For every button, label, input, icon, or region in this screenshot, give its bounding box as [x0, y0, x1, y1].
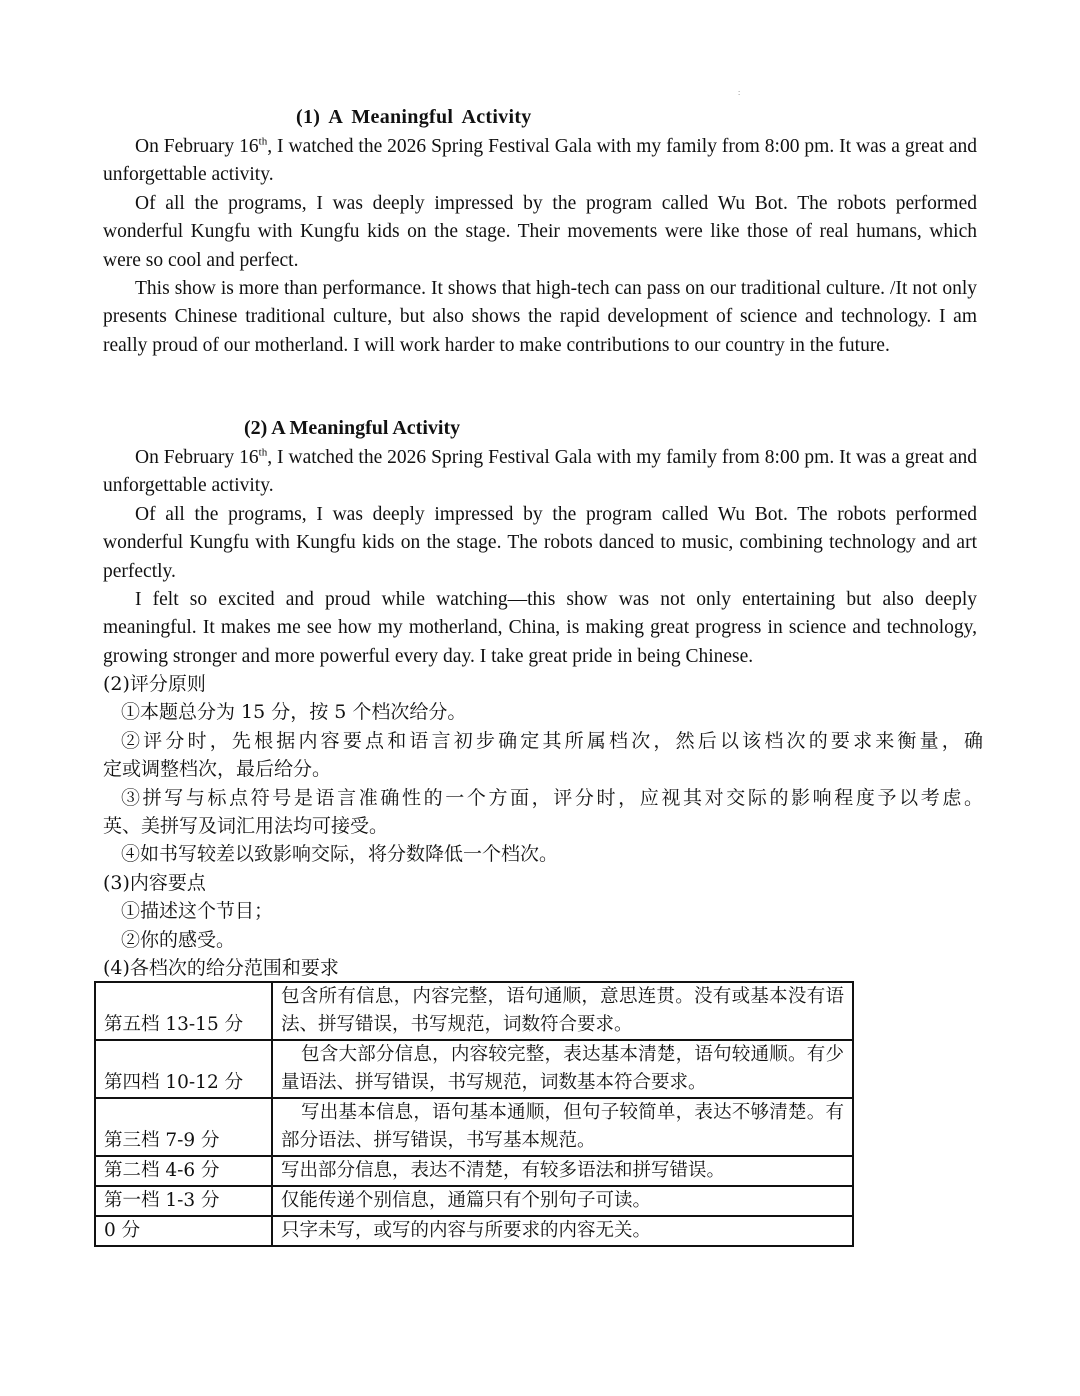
grade-level-cell: 第三档 7-9 分 — [95, 1098, 272, 1156]
grade-requirement-cell: 只字未写，或写的内容与所要求的内容无关。 — [272, 1216, 853, 1246]
grading-table-heading: (4)各档次的给分范围和要求 — [103, 957, 339, 980]
grade-level-cell: 0 分 — [95, 1216, 272, 1246]
grade-requirement-cell: 写出部分信息，表达不清楚，有较多语法和拼写错误。 — [272, 1156, 853, 1186]
essay-2-paragraph-3: I felt so excited and proud while watching—this show was not only entertaining but also deeply meaningful. It makes me see how my motherland, China, is making great progress in science and technology, growing stronger and more powerful every day. I take great pride in being Chinese. — [103, 589, 977, 667]
principles-heading: (2)评分原则 — [103, 673, 206, 695]
table-row — [95, 1186, 853, 1216]
principle-item-continued: 定或调整档次，最后给分。 — [103, 758, 332, 781]
essay-2-paragraph-2: Of all the programs, I was deeply impressed by the program called Wu Bot. The robots performed wonderful Kungfu with Kungfu kids on the stage. The robots danced to music, combining technology and art perfectly. — [103, 503, 977, 582]
grade-requirement-cell: 包含所有信息，内容完整，语句通顺，意思连贯。没有或基本没有语法、拼写错误，书写规范，词数符合要求。 — [272, 982, 853, 1040]
scan-mark: : — [738, 88, 741, 97]
grade-level-cell: 第四档 10-12 分 — [95, 1040, 272, 1098]
principle-item: ④如书写较差以致影响交际，将分数降低一个档次。 — [121, 843, 559, 866]
principle-item: ①本题总分为 15 分，按 5 个档次给分。 — [121, 701, 467, 724]
principle-item: ③拼写与标点符号是语言准确性的一个方面，评分时，应视其对交际的影响程度予以考虑。 — [121, 786, 983, 809]
essay-1-paragraph-3: This show is more than performance. It shows that high-tech can pass on our traditional culture. /It not only presents Chinese traditional culture, but also shows the rapid development of science and technology. I am really proud of our motherland. I will work harder to make contributions to our country in the future. — [103, 278, 977, 356]
table-row — [95, 1216, 853, 1246]
principle-item-continued: 英、美拼写及词汇用法均可接受。 — [103, 815, 389, 838]
essay-1-body — [103, 133, 977, 360]
grade-level-cell: 第二档 4-6 分 — [95, 1156, 272, 1186]
essay-2-paragraph-1: On February 16th, I watched the 2026 Spring Festival Gala with my family from 8:00 pm. It was a great and unforgettable activity. — [103, 446, 977, 497]
grade-requirement-cell: 包含大部分信息，内容较完整，表达基本清楚，语句较通顺。有少量语法、拼写错误，书写规范，词数基本符合要求。 — [272, 1040, 853, 1098]
grade-requirement-cell: 写出基本信息，语句基本通顺，但句子较简单，表达不够清楚。有部分语法、拼写错误，书写基本规范。 — [272, 1098, 853, 1156]
essay-2-body — [103, 444, 977, 671]
content-point-item: ②你的感受。 — [121, 928, 236, 951]
essay-1-title: (1) A Meaningful Activity — [296, 106, 532, 128]
content-point-item: ①描述这个节目； — [121, 900, 274, 923]
grade-requirement-cell: 仅能传递个别信息，通篇只有个别句子可读。 — [272, 1186, 853, 1216]
table-row — [95, 1040, 853, 1098]
essay-1-paragraph-2: Of all the programs, I was deeply impressed by the program called Wu Bot. The robots performed wonderful Kungfu with Kungfu kids on the stage. Their movements were like those of real humans, which were so cool and perfect. — [103, 192, 977, 271]
grading-table — [94, 981, 854, 1247]
principle-item: ②评分时，先根据内容要点和语言初步确定其所属档次，然后以该档次的要求来衡量，确 — [121, 729, 983, 752]
scoring-section — [103, 670, 983, 982]
table-row — [95, 1098, 853, 1156]
grade-level-cell: 第五档 13-15 分 — [95, 982, 272, 1040]
table-row — [95, 982, 853, 1040]
table-row — [95, 1156, 853, 1186]
essay-1-paragraph-1: On February 16th, I watched the 2026 Spring Festival Gala with my family from 8:00 pm. It was a great and unforgettable activity. — [103, 135, 977, 186]
content-points-heading: (3)内容要点 — [103, 871, 206, 894]
essay-2-title: (2) A Meaningful Activity — [244, 417, 461, 439]
grade-level-cell: 第一档 1-3 分 — [95, 1186, 272, 1216]
